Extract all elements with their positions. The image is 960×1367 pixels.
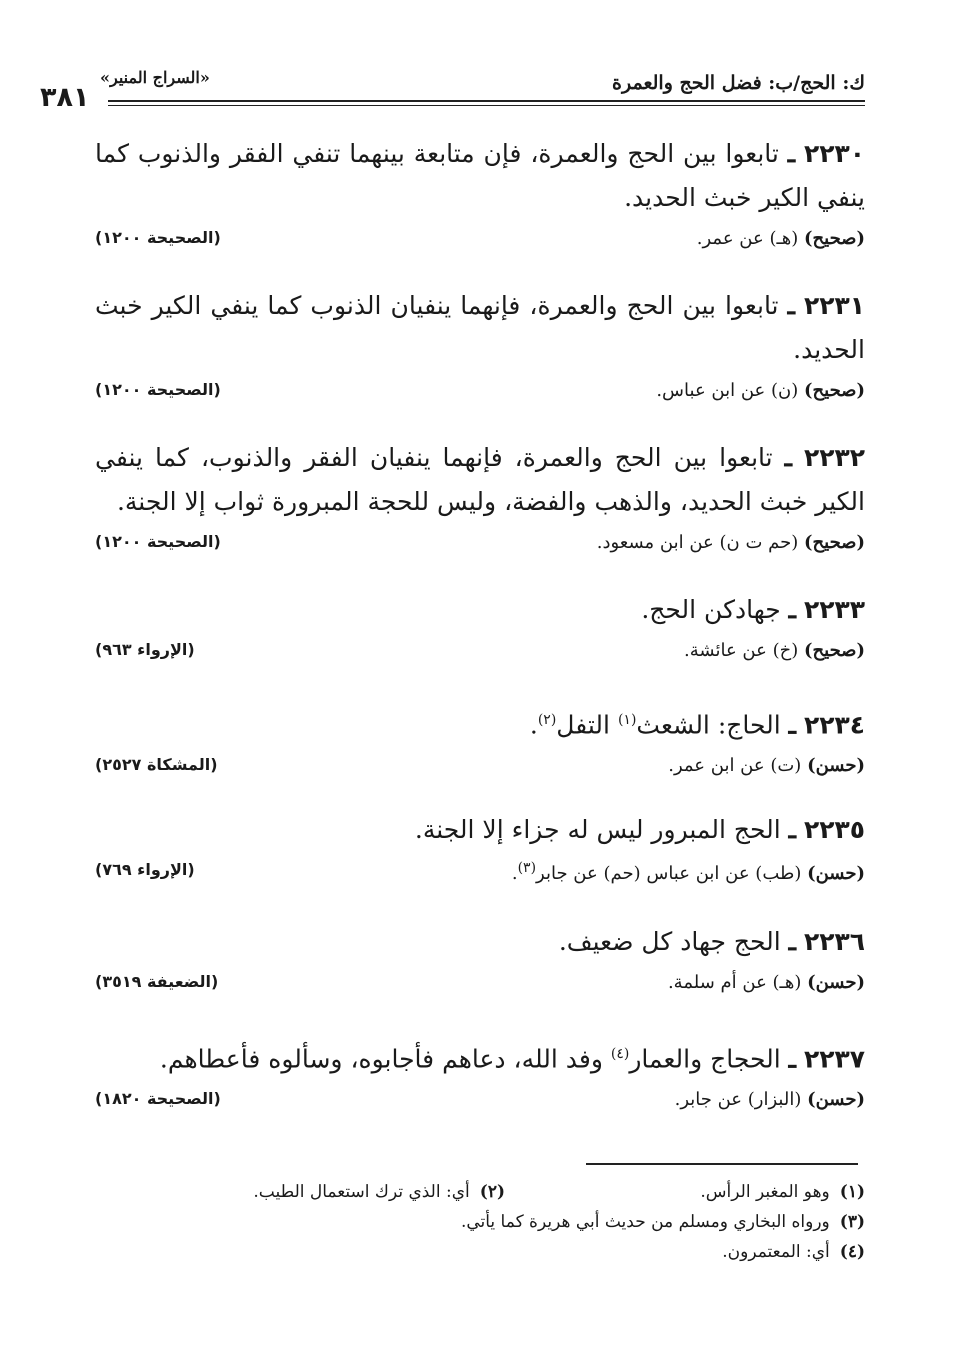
hadith-reference: (الصحيحة ١٢٠٠) [95,380,221,399]
hadith-number: ٢٢٣٦ [803,927,865,956]
hadith-reference: (الصحيحة ١٢٠٠) [95,532,221,551]
hadith-grade: (صحيح) [804,532,865,553]
page-number: ٣٨١ [40,82,90,113]
hadith-grade: (صحيح) [804,640,865,661]
header-rule-thin [108,105,865,106]
hadith-body: تابعوا بين الحج والعمرة، فإنهما ينفيان الذنوب كما ينفي الكير خبث الحديد. [95,291,865,364]
hadith-text: ٢٢٣٠ ـ تابعوا بين الحج والعمرة، فإن متابعة بينهما تنفي الفقر والذنوب كما ينفي الكير خبث الحديد. [95,139,865,212]
footnote-marker[interactable]: (٣) [517,860,537,876]
hadith-text: ٢٢٣١ ـ تابعوا بين الحج والعمرة، فإنهما ينفيان الذنوب كما ينفي الكير خبث الحديد. [95,291,866,364]
book-title: «السراج المنير» [100,68,210,87]
hadith-grade: (حسن) [807,972,865,993]
hadith-grade: (حسن) [807,755,865,777]
hadith-body-cont: وفد الله، دعاهم فأجابوه، وسألوه فأعطاهم. [159,1044,611,1074]
hadith-grade: (صحيح) [804,380,865,401]
hadith-body: الحاج: الشعث [636,710,781,740]
source-row [95,532,865,562]
hadith-entry [95,132,865,258]
hadith-reference: (الصحيحة ١٢٠٠) [95,228,221,247]
hadith-source: (ت) عن ابن عمر. [668,755,802,777]
header-rule-thick [108,100,865,102]
hadith-text: ٢٢٣٤ ـ الحاج: الشعث$^{(١)}$ التفل$^{(٢)}$. [529,710,865,740]
footnote-item: (١)وهو المغبر الرأس. [700,1182,865,1202]
source-row [95,1089,865,1119]
hadith-number: ٢٢٣٠ [803,139,865,168]
source-row [95,380,865,410]
hadith-body: جهادكن الحج. [641,595,781,624]
hadith-reference: (الصحيحة ١٨٢٠) [95,1089,221,1109]
hadith-entry [95,284,865,410]
hadith-entry [95,436,865,562]
hadith-number: ٢٢٣٢ [803,443,866,472]
hadith-body: الحج المبرور ليس له جزاء إلا الجنة. [414,815,781,844]
hadith-reference: (الإرواء ٩٦٣) [95,640,195,659]
hadith-body-cont: التفل [556,710,618,740]
hadith-entry [95,1032,865,1119]
hadith-grade: (صحيح) [804,228,865,249]
hadith-text: ٢٢٣٢ ـ تابعوا بين الحج والعمرة، فإنهما ينفيان الفقر والذنوب، كما ينفي الكير خبث الحديد، والذهب والفضة، وليس للحجة المبرورة ثواب إلا الجنة. [95,443,866,516]
hadith-body: الحج جهاد كل ضعيف. [558,927,781,956]
hadith-entry [95,698,865,785]
hadith-source: (هـ) عن أم سلمة. [667,972,802,993]
footnote-marker[interactable]: (٤) [610,1046,630,1062]
hadith-source: (خ) عن عائشة. [684,640,799,661]
hadith-reference: (الضعيفة ٣٥١٩) [95,972,219,991]
hadith-text: ٢٢٣٥ ـ الحج المبرور ليس له جزاء إلا الجنة. [414,815,865,844]
hadith-number: ٢٢٣٥ [803,815,865,844]
hadith-reference: (المشكاة ٢٥٢٧) [95,755,218,775]
hadith-number: ٢٢٣٤ [803,710,865,740]
hadith-source: (طب) عن ابن عباس (حم) عن جابر [536,863,802,884]
footnotes [95,1178,865,1268]
page-header [40,68,865,113]
hadith-text: ٢٢٣٧ ـ الحجاج والعمار$^{(٤)}$ وفد الله، دعاهم فأجابوه، وسألوه فأعطاهم. [159,1044,865,1074]
source-row [95,972,865,1002]
hadith-grade: (حسن) [807,863,865,884]
source-row [95,755,865,785]
footnote-separator [586,1163,858,1165]
hadith-source: (هـ) عن عمر. [696,228,799,249]
hadith-body: تابعوا بين الحج والعمرة، فإن متابعة بينهما تنفي الفقر والذنوب كما ينفي الكير خبث الحديد. [95,139,865,212]
hadith-grade: (حسن) [807,1089,865,1111]
hadith-source: (حم ت ن) عن ابن مسعود. [596,532,799,553]
hadith-entry [95,808,865,890]
footnote-item: (٣)ورواه البخاري ومسلم من حديث أبي هريرة كما يأتي. [460,1212,865,1232]
hadith-entry [95,920,865,1002]
hadith-number: ٢٢٣٣ [803,595,865,624]
hadith-number: ٢٢٣٧ [803,1044,865,1074]
source-row [95,640,865,670]
footnote-marker[interactable]: (٢) [537,712,557,728]
hadith-source: (ن) عن ابن عباس. [656,380,799,401]
source-row: (حسن) (طب) عن ابن عباس (حم) عن جابر$^{(٣)}$. (الإرواء ٧٦٩) [95,860,865,884]
hadith-source: (البزار) عن جابر. [674,1089,802,1111]
chapter-title: ك: الحج/ب: فضل الحج والعمرة [612,72,865,94]
hadith-entry [95,588,865,670]
hadith-body: الحجاج والعمار [629,1044,781,1074]
hadith-reference: (الإرواء ٧٦٩) [95,860,195,879]
hadith-text: ٢٢٣٦ ـ الحج جهاد كل ضعيف. [558,927,865,956]
hadith-text: ٢٢٣٣ ـ جهادكن الحج. [641,595,865,624]
footnote-item: (٢)أي: الذي ترك استعمال الطيب. [253,1182,505,1202]
source-row [95,228,865,258]
footnote-marker[interactable]: (١) [617,712,637,728]
hadith-body: تابعوا بين الحج والعمرة، فإنهما ينفيان الفقر والذنوب، كما ينفي الكير خبث الحديد، والذهب والفضة، وليس للحجة المبرورة ثواب إلا الجنة. [95,443,865,516]
hadith-number: ٢٢٣١ [803,291,866,320]
footnote-item: (٤)أي: المعتمرون. [722,1242,865,1262]
